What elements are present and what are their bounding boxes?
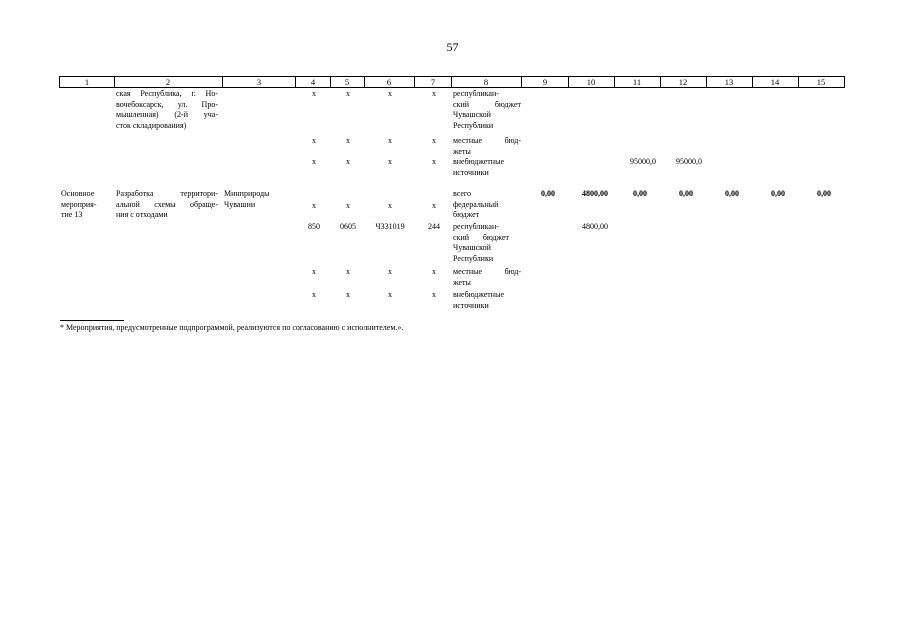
value-col-11: 95000,0 <box>630 157 656 166</box>
source-label-line: источники <box>453 167 489 177</box>
code-section: x <box>346 267 350 276</box>
source-label-line: Чувашской <box>453 243 491 252</box>
header-col-12: 12 <box>678 77 688 87</box>
code-section: 0605 <box>340 222 356 231</box>
code-expense: x <box>432 201 436 210</box>
code-target: x <box>388 89 392 98</box>
source-label-line: Чувашской <box>453 110 491 119</box>
code-expense: x <box>432 267 436 276</box>
total-col-11: 0,00 <box>633 189 647 198</box>
event-name-line: ская Республика, г. Но- <box>116 89 218 98</box>
total-col-15: 0,00 <box>817 189 831 198</box>
code-expense: x <box>432 136 436 145</box>
code-grbs: x <box>312 201 316 210</box>
code-section: x <box>346 89 350 98</box>
source-label-line: ский бюджет <box>453 99 521 109</box>
source-label-line: местные бюд- <box>453 136 521 145</box>
total-col-13: 0,00 <box>725 189 739 198</box>
event-name-line: Разработка территори- <box>116 189 218 198</box>
page-number: 57 <box>446 40 459 54</box>
code-section: x <box>346 136 350 145</box>
header-col-10: 10 <box>586 77 596 87</box>
event-name-line: мышленная) (2-й уча- <box>116 110 218 119</box>
code-grbs: 850 <box>308 222 320 231</box>
event-name-line: ния с отходами <box>116 210 168 219</box>
code-section: x <box>346 290 350 299</box>
header-col-1: 1 <box>84 77 90 87</box>
source-label-line: всего <box>453 189 472 198</box>
footnote-divider <box>60 320 124 321</box>
event-kind-line: мероприя- <box>61 199 97 209</box>
code-expense: 244 <box>428 222 440 231</box>
code-grbs: x <box>312 136 316 145</box>
header-col-2: 2 <box>165 77 171 87</box>
event-kind-line: Основное <box>61 189 95 198</box>
header-col-13: 13 <box>724 77 734 87</box>
header-col-3: 3 <box>256 77 262 87</box>
code-target: x <box>388 157 392 166</box>
executor-line: Чувашии <box>224 199 256 209</box>
source-label-line: местные бюд- <box>453 267 521 276</box>
total-col-14: 0,00 <box>771 189 785 198</box>
code-grbs: x <box>312 290 316 299</box>
code-target: x <box>388 136 392 145</box>
header-col-8: 8 <box>483 77 489 87</box>
source-label-line: Республики <box>453 120 494 130</box>
source-label-line: республикан- <box>453 222 499 231</box>
code-section: x <box>346 201 350 210</box>
code-grbs: x <box>312 157 316 166</box>
total-col-10: 4800,00 <box>582 189 608 198</box>
code-target: x <box>388 201 392 210</box>
source-label-line: Республики <box>453 253 494 263</box>
code-expense: x <box>432 157 436 166</box>
event-name-line: вочебоксарск, ул. Про- <box>116 99 218 109</box>
source-label-line: республикан- <box>453 89 499 98</box>
footnote: * Мероприятия, предусмотренные подпрограммой, реализуются по согласованию с исполнителем.». <box>60 323 404 332</box>
code-target: x <box>388 290 392 299</box>
executor-line: Минприроды <box>224 189 270 198</box>
source-label-line: внебюджетные <box>453 157 504 166</box>
source-label-line: федеральный <box>453 199 499 209</box>
header-col-5: 5 <box>344 77 350 87</box>
code-target: Ч331019 <box>375 222 405 231</box>
source-label-line: бюджет <box>453 210 480 219</box>
header-col-11: 11 <box>632 77 642 87</box>
event-name-line: альной схемы обраще- <box>116 199 218 209</box>
header-col-7: 7 <box>430 77 436 87</box>
header-col-15: 15 <box>816 77 826 87</box>
event-name-line: сток складирования) <box>116 120 187 130</box>
table-header <box>59 76 845 88</box>
source-label-line: жеты <box>453 277 471 287</box>
header-col-14: 14 <box>770 77 780 87</box>
source-label-line: жеты <box>453 146 471 156</box>
header-col-6: 6 <box>386 77 392 87</box>
code-target: x <box>388 267 392 276</box>
value-col-12: 95000,0 <box>676 157 702 166</box>
code-expense: x <box>432 290 436 299</box>
code-grbs: x <box>312 267 316 276</box>
code-section: x <box>346 157 350 166</box>
code-expense: x <box>432 89 436 98</box>
source-label-line: внебюджетные <box>453 290 504 299</box>
total-col-9: 0,00 <box>541 189 555 198</box>
source-label-line: источники <box>453 300 489 310</box>
value-col-10: 4800,00 <box>582 222 608 231</box>
header-col-4: 4 <box>310 77 316 87</box>
header-col-9: 9 <box>542 77 548 87</box>
total-col-12: 0,00 <box>679 189 693 198</box>
event-kind-line: тие 13 <box>61 210 83 219</box>
source-label-line: ский бюджет <box>453 232 509 242</box>
code-grbs: x <box>312 89 316 98</box>
